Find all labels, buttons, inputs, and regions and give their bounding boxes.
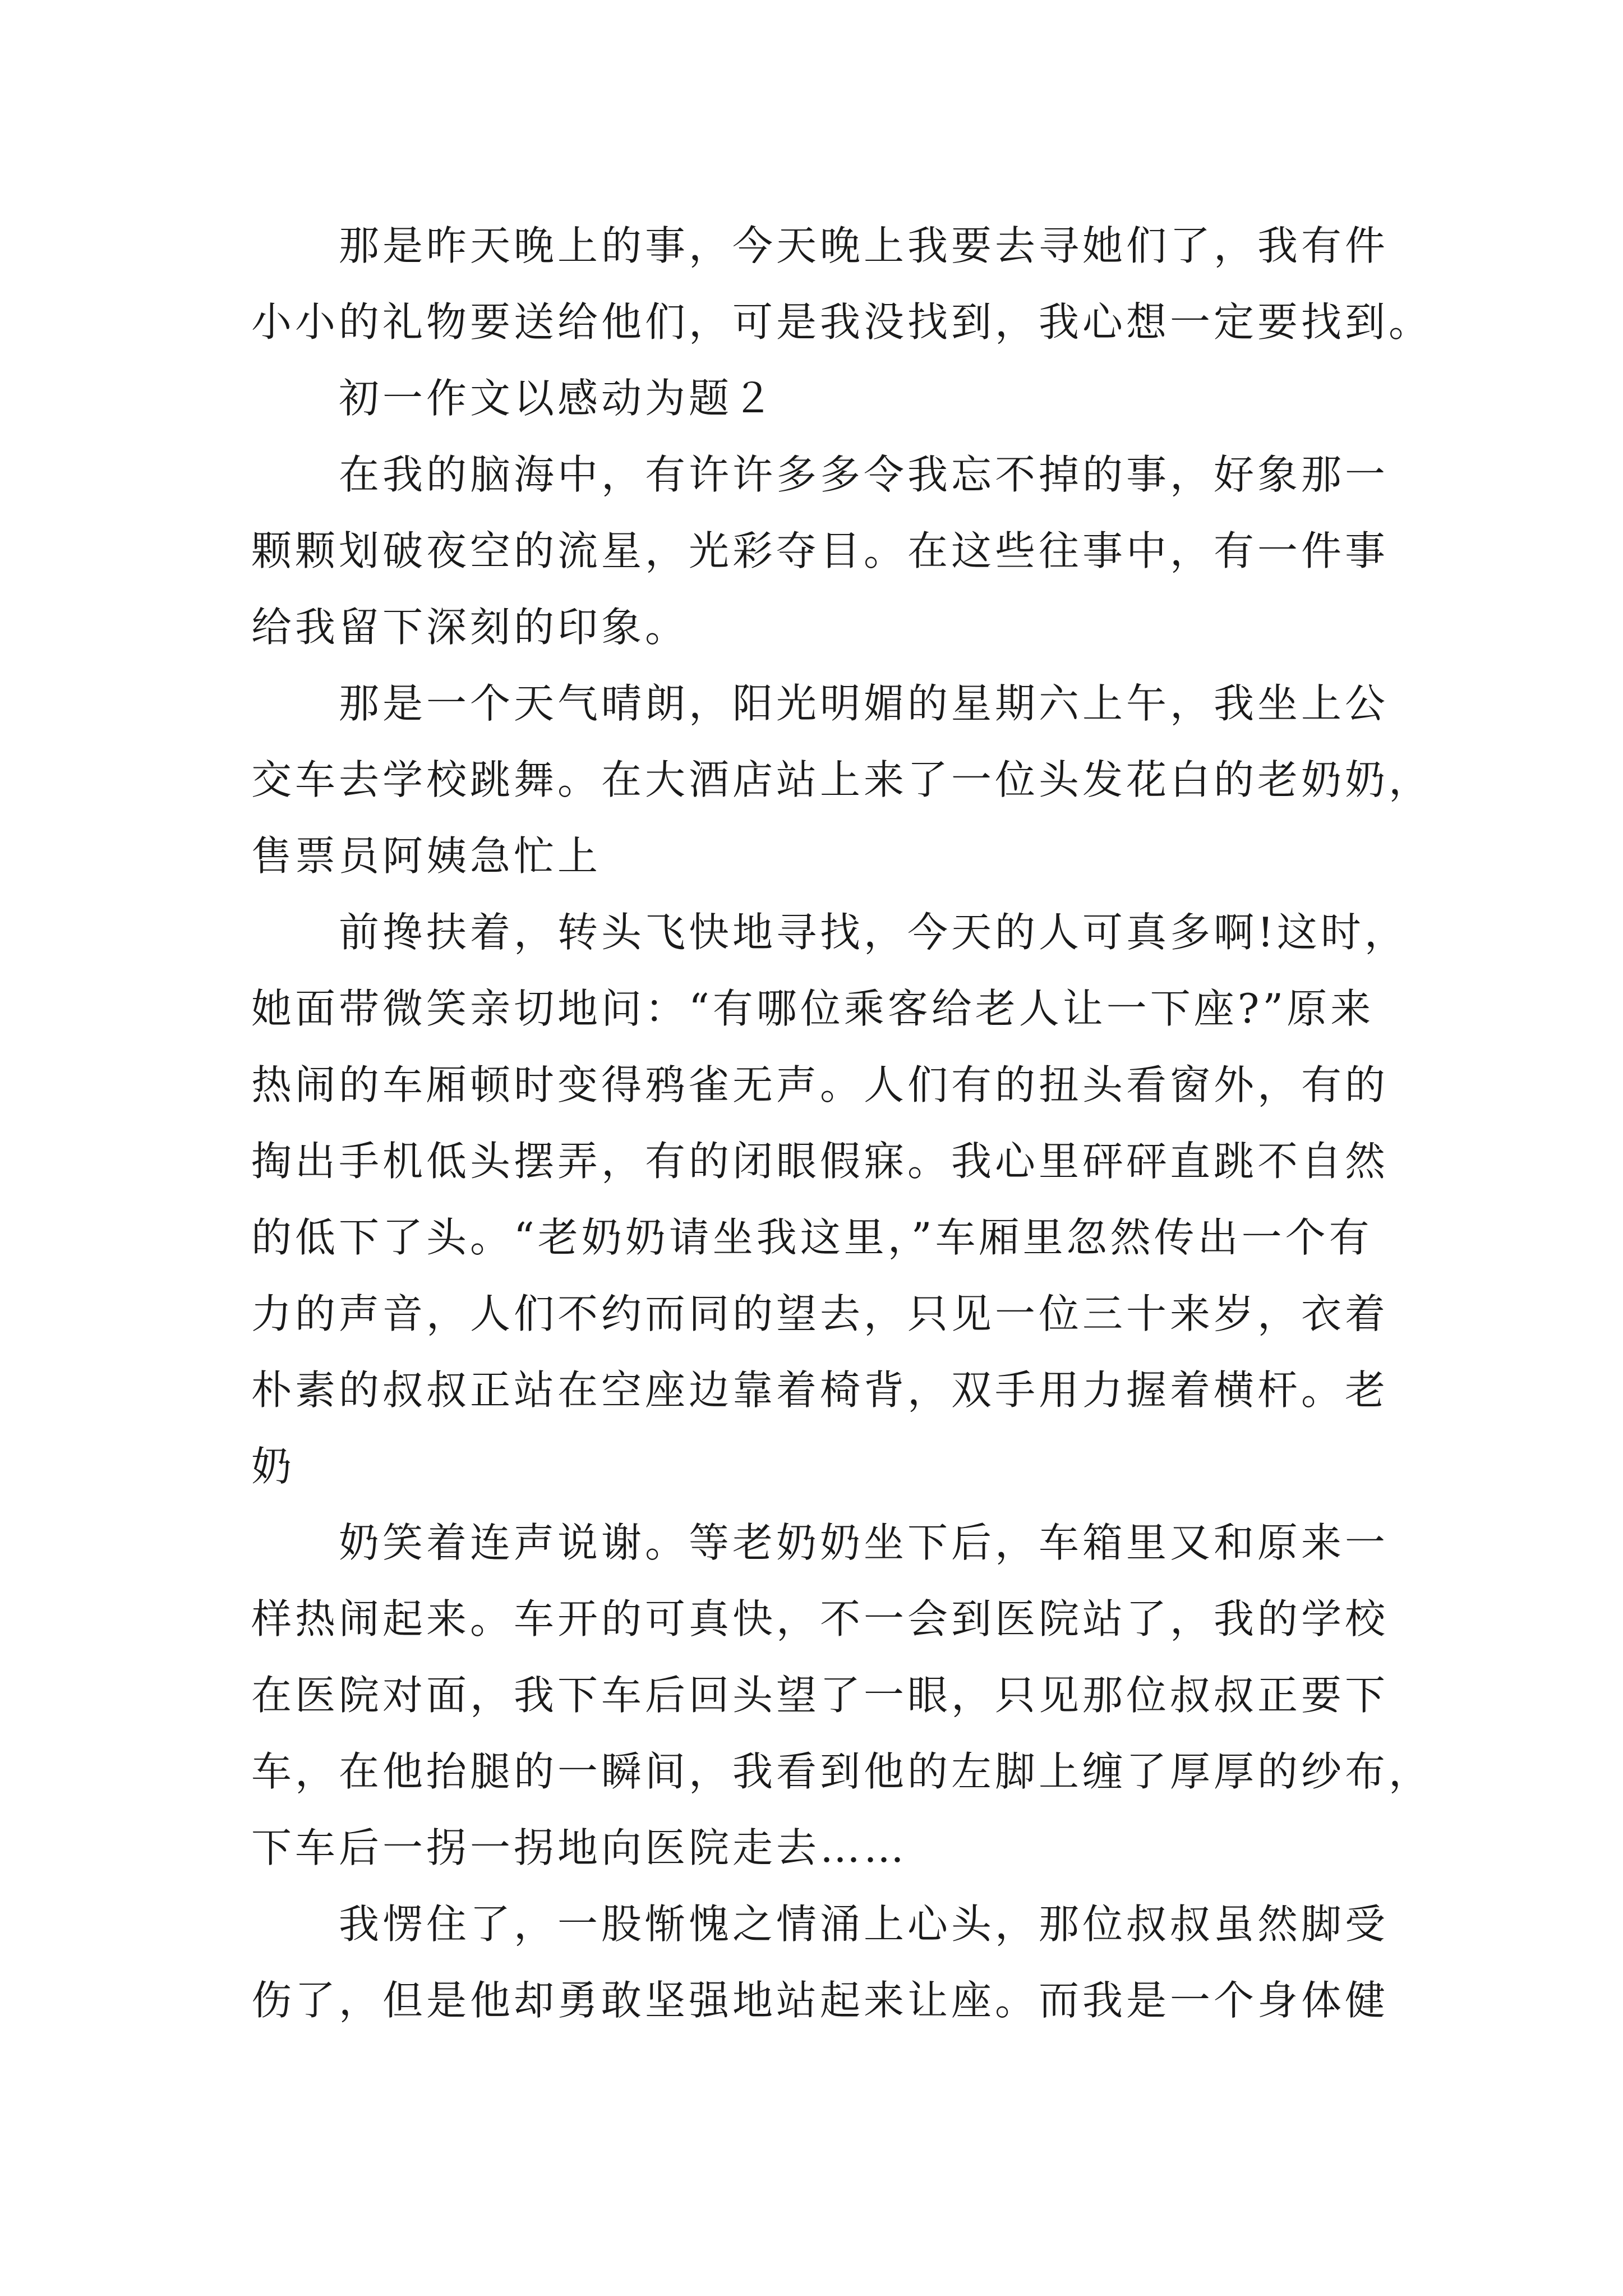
text-line: 力的声音，人们不约而同的望去，只见一位三十来岁，衣着	[251, 1290, 1389, 1337]
text-line: 颗颗划破夜空的流星，光彩夺目。在这些往事中，有一件事	[251, 527, 1389, 574]
text-line: 伤了，但是他却勇敢坚强地站起来让座。而我是一个身体健	[251, 1977, 1389, 2024]
text-line: 前搀扶着，转头飞快地寻找，今天的人可真多啊!这时，	[339, 909, 1408, 956]
text-line: 那是昨天晚上的事，今天晚上我要去寻她们了，我有件	[339, 222, 1389, 269]
text-line: 掏出手机低头摆弄，有的闭眼假寐。我心里砰砰直跳不自然	[251, 1138, 1389, 1185]
text-line: 朴素的叔叔正站在空座边靠着椅背，双手用力握着横杆。老	[251, 1366, 1389, 1414]
text-line: 售票员阿姨急忙上	[251, 832, 602, 880]
text-line: 交车去学校跳舞。在大酒店站上来了一位头发花白的老奶奶，	[251, 756, 1433, 803]
text-line: 小小的礼物要送给他们，可是我没找到，我心想一定要找到。	[251, 298, 1433, 346]
text-line: 的低下了头。“老奶奶请坐我这里，”车厢里忽然传出一个有	[251, 1214, 1373, 1261]
essay-body	[251, 208, 1433, 2039]
text-line: 在医院对面，我下车后回头望了一眼，只见那位叔叔正要下	[251, 1672, 1389, 1719]
text-line: 我愣住了，一股惭愧之情涌上心头，那位叔叔虽然脚受	[339, 1901, 1389, 1948]
text-line: 在我的脑海中，有许许多多令我忘不掉的事，好象那一	[339, 451, 1389, 498]
text-line: 那是一个天气晴朗，阳光明媚的星期六上午，我坐上公	[339, 680, 1389, 727]
text-line: 给我留下深刻的印象。	[251, 604, 689, 651]
text-line: 热闹的车厢顿时变得鸦雀无声。人们有的扭头看窗外，有的	[251, 1061, 1389, 1108]
text-line: 奶笑着连声说谢。等老奶奶坐下后，车箱里又和原来一	[339, 1519, 1389, 1566]
text-line: 奶	[251, 1443, 296, 1490]
section-heading: 初一作文以感动为题２	[339, 375, 777, 422]
text-line: 她面带微笑亲切地问：“有哪位乘客给老人让一下座?”原来	[251, 985, 1375, 1032]
text-line: 车，在他抬腿的一瞬间，我看到他的左脚上缠了厚厚的纱布，	[251, 1748, 1433, 1795]
text-line: 下车后一拐一拐地向医院走去……	[251, 1824, 908, 1871]
text-line: 样热闹起来。车开的可真快，不一会到医院站了，我的学校	[251, 1595, 1389, 1642]
